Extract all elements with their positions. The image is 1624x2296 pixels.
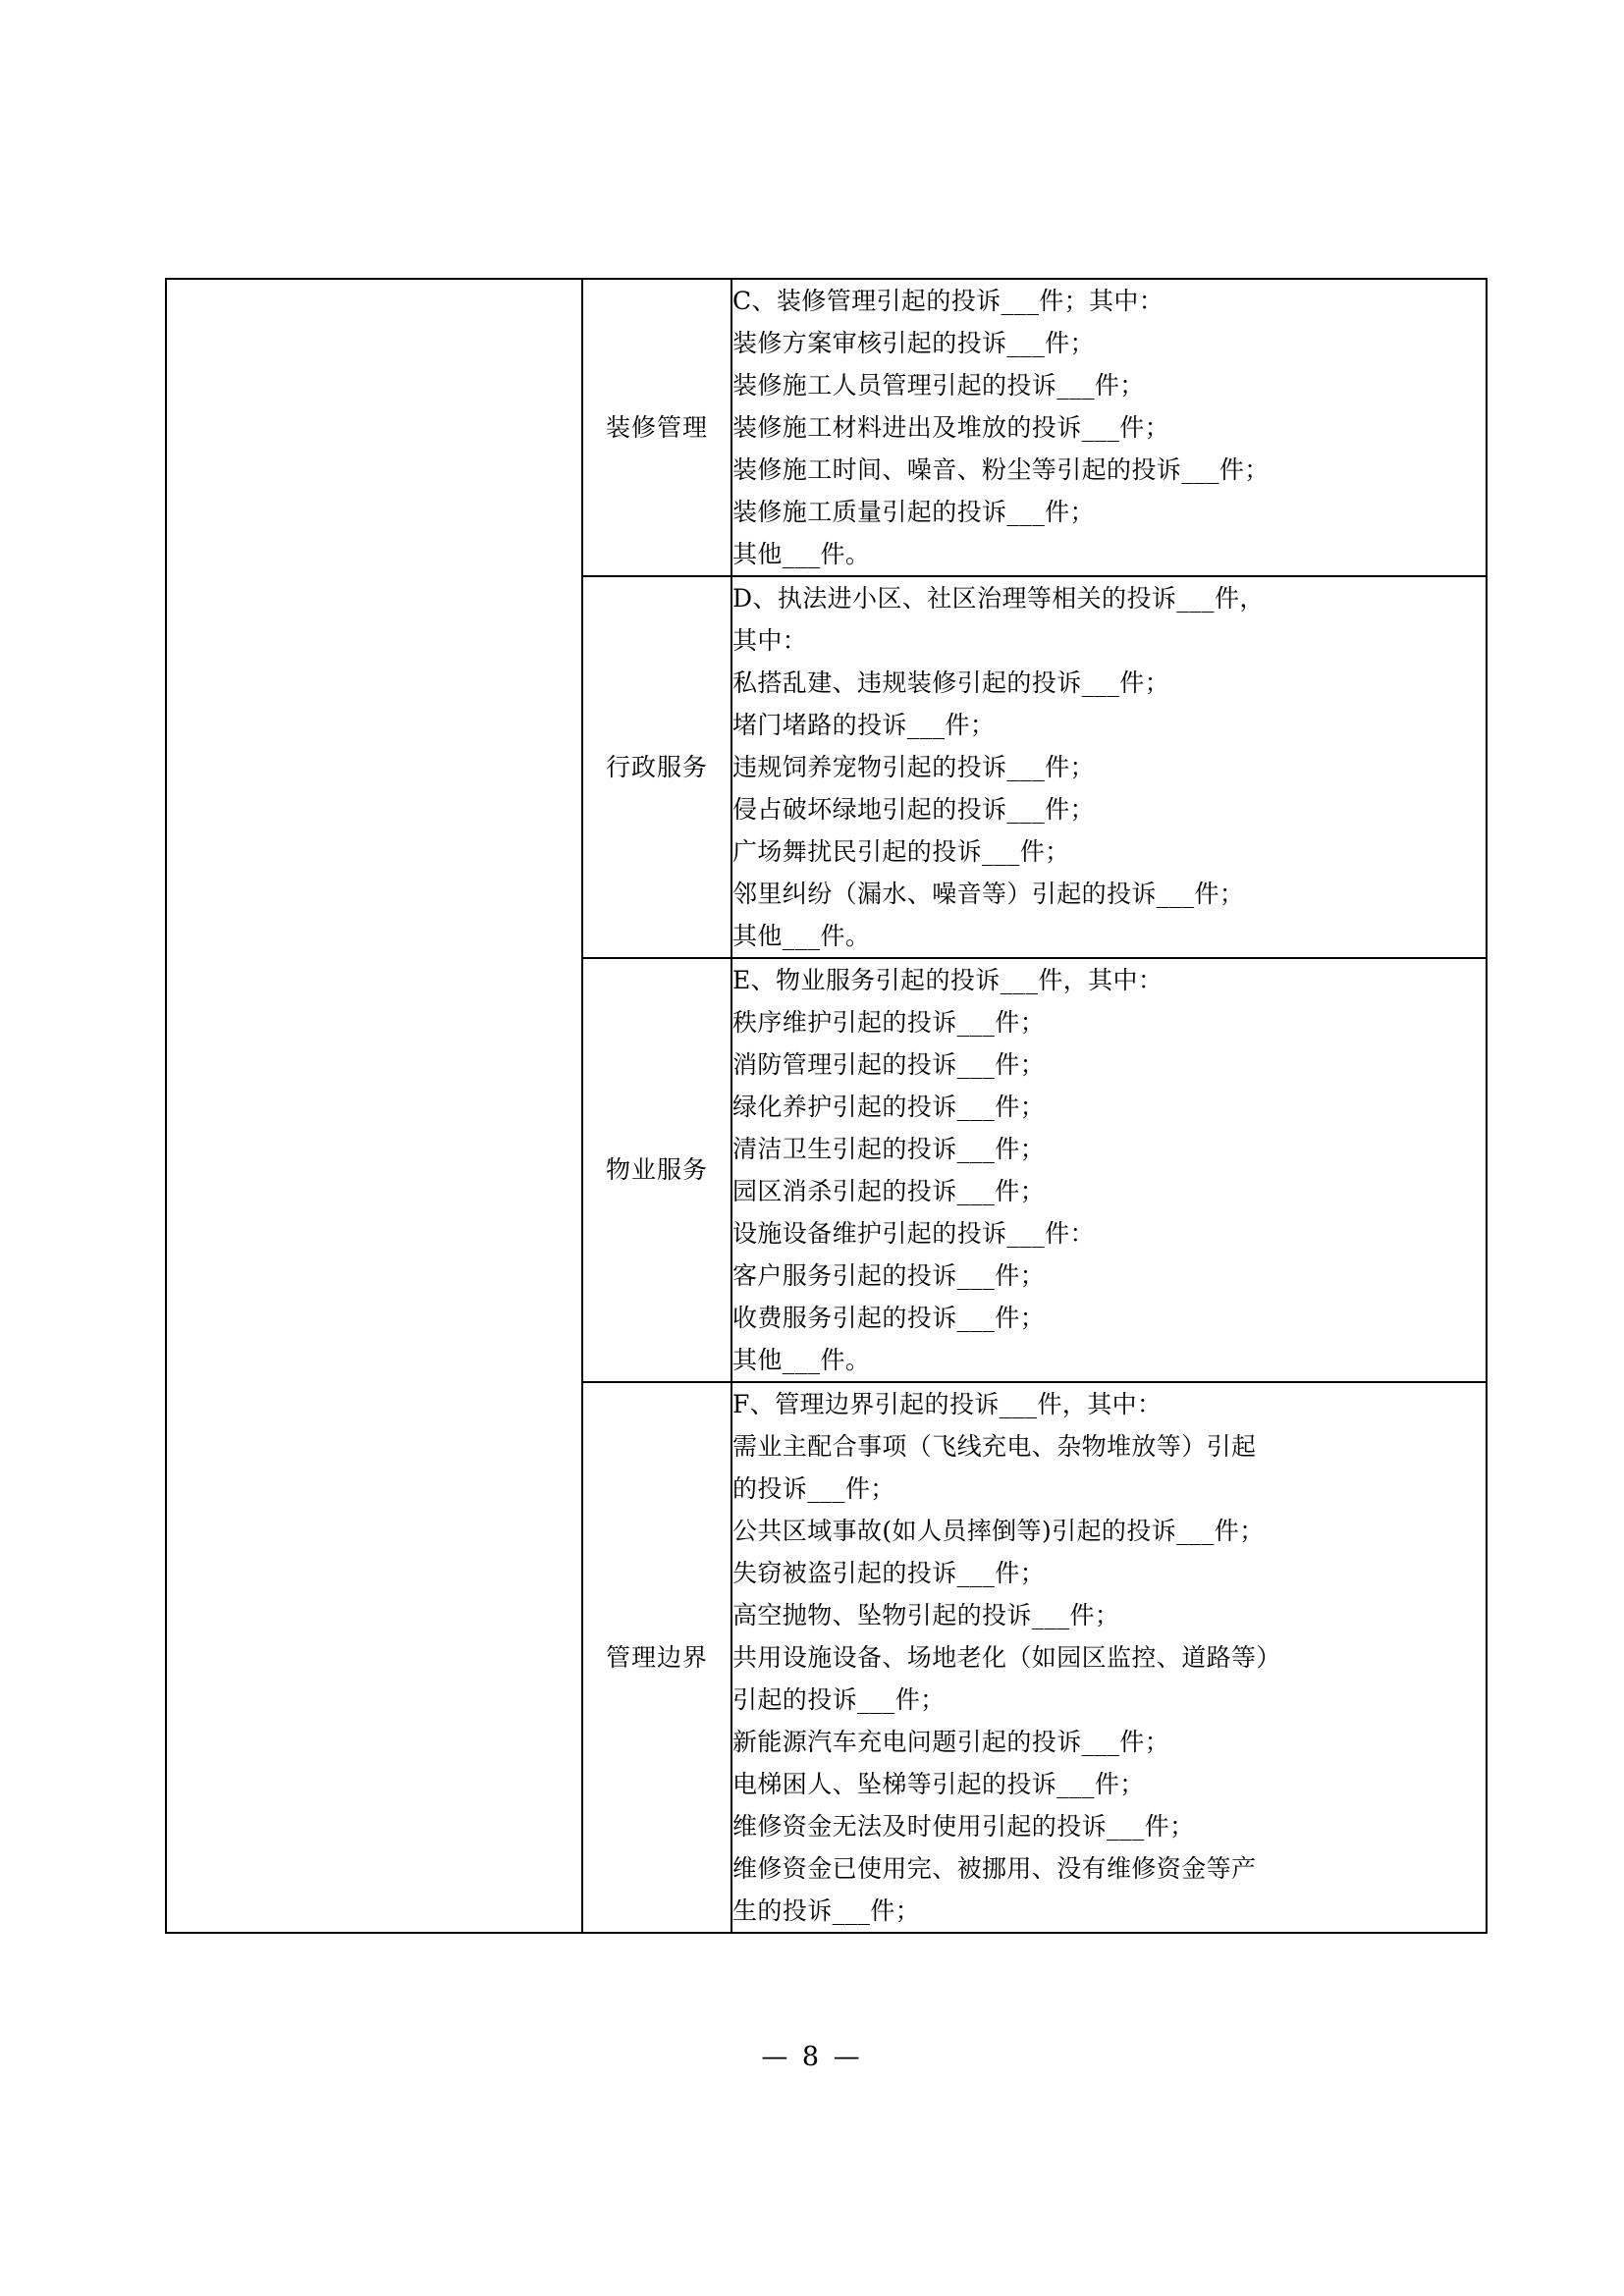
category-label-decoration: 装修管理 (582, 279, 731, 576)
complaint-category-table (165, 278, 1488, 1934)
category-label-management-boundary: 管理边界 (582, 1382, 731, 1933)
content-line: D、执法进小区、社区治理等相关的投诉___件， (732, 584, 1265, 613)
content-line: 其中： (732, 626, 808, 655)
content-line: 绿化养护引起的投诉___件； (732, 1093, 1046, 1121)
content-line: 邻里纠纷（漏水、噪音等）引起的投诉___件； (732, 880, 1245, 908)
content-line: 维修资金无法及时使用引起的投诉___件； (732, 1812, 1195, 1841)
category-label-admin-service: 行政服务 (582, 576, 731, 958)
content-line: 其他___件。 (732, 1346, 871, 1374)
content-line: 装修施工人员管理引起的投诉___件； (732, 371, 1145, 400)
content-line: 设施设备维护引起的投诉___件： (732, 1219, 1095, 1248)
merged-left-cell (166, 279, 582, 1933)
content-line: 堵门堵路的投诉___件； (732, 711, 996, 739)
content-line: 广场舞扰民引起的投诉___件； (732, 837, 1070, 866)
content-line: 园区消杀引起的投诉___件； (732, 1177, 1046, 1205)
category-label-property-service: 物业服务 (582, 958, 731, 1382)
content-line: F、管理边界引起的投诉___件，其中： (732, 1390, 1163, 1418)
content-line: 秩序维护引起的投诉___件； (732, 1008, 1046, 1037)
content-line: E、物业服务引起的投诉___件，其中： (732, 966, 1164, 994)
content-line: 其他___件。 (732, 922, 871, 950)
content-line: 装修施工时间、噪音、粉尘等引起的投诉___件； (732, 455, 1270, 484)
content-line: 客户服务引起的投诉___件； (732, 1261, 1046, 1290)
content-cell-management-boundary (731, 1382, 1487, 1933)
content-line: 其他___件。 (732, 540, 871, 568)
content-line: 消防管理引起的投诉___件； (732, 1050, 1046, 1079)
content-cell-decoration (731, 279, 1487, 576)
content-line: 新能源汽车充电问题引起的投诉___件； (732, 1728, 1170, 1756)
content-line: 装修施工材料进出及堆放的投诉___件； (732, 413, 1170, 442)
content-line: 违规饲养宠物引起的投诉___件； (732, 753, 1095, 781)
content-line: 维修资金已使用完、被挪用、没有维修资金等产 (732, 1854, 1257, 1883)
content-line: C、装修管理引起的投诉___件；其中： (732, 287, 1164, 315)
content-line: 需业主配合事项（飞线充电、杂物堆放等）引起 (732, 1432, 1257, 1461)
content-line: 电梯困人、坠梯等引起的投诉___件； (732, 1770, 1145, 1798)
content-line: 装修方案审核引起的投诉___件； (732, 329, 1095, 357)
table-row (166, 279, 1487, 576)
content-line: 清洁卫生引起的投诉___件； (732, 1135, 1046, 1163)
content-line: 公共区域事故(如人员摔倒等)引起的投诉___件； (732, 1517, 1265, 1545)
content-line: 侵占破坏绿地引起的投诉___件； (732, 795, 1095, 824)
content-line: 收费服务引起的投诉___件； (732, 1304, 1046, 1332)
content-line: 高空抛物、坠物引起的投诉___件； (732, 1601, 1120, 1629)
content-cell-property-service (731, 958, 1487, 1382)
page-number: — 8 — (761, 2042, 863, 2072)
content-line: 共用设施设备、场地老化（如园区监控、道路等） (732, 1643, 1281, 1672)
table-body (166, 279, 1487, 1933)
content-line: 引起的投诉___件； (732, 1685, 946, 1714)
content-line: 生的投诉___件； (732, 1896, 921, 1925)
content-cell-admin-service (731, 576, 1487, 958)
content-line: 的投诉___件； (732, 1474, 895, 1503)
content-line: 私搭乱建、违规装修引起的投诉___件； (732, 668, 1170, 697)
content-line: 装修施工质量引起的投诉___件； (732, 498, 1095, 526)
content-line: 失窃被盗引起的投诉___件； (732, 1559, 1046, 1587)
